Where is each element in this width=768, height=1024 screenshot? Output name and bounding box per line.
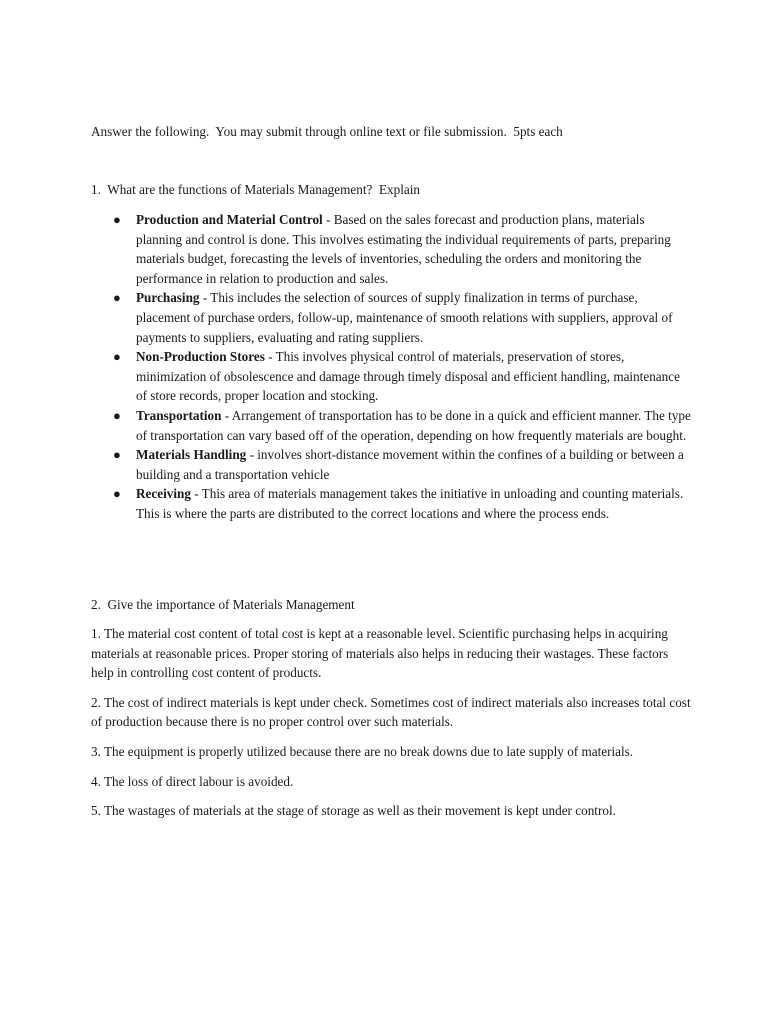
function-description: - Arrangement of transportation has to be done in a quick and efficient manner. The type of transportation can vary based off of the operation, depending on how frequently materials are bought. (136, 407, 691, 443)
function-term: Receiving (136, 486, 191, 502)
bullet-icon: ● (113, 486, 121, 502)
importance-paragraph: 4. The loss of direct labour is avoided. (91, 773, 294, 789)
question-1-heading: 1. What are the functions of Materials Management? Explain (91, 182, 420, 197)
function-term: Materials Handling (136, 447, 247, 463)
bullet-icon: ● (113, 212, 121, 227)
list-item (91, 210, 691, 288)
list-item (91, 484, 691, 523)
bullet-icon: ● (113, 407, 121, 423)
list-item (91, 347, 691, 406)
list-item (91, 288, 691, 347)
importance-paragraph: 5. The wastages of materials at the stage of storage as well as their movement is kept under control. (91, 803, 616, 819)
function-description: - This area of materials management takes the initiative in unloading and counting materials. This is where the parts are distributed to the correct locations and where the process ends. (136, 486, 684, 521)
instructions-text: Answer the following. You may submit through online text or file submission. 5pts each (91, 124, 563, 139)
bullet-icon: ● (113, 447, 121, 463)
bullet-icon: ● (113, 349, 121, 365)
list-item (91, 406, 691, 445)
functions-list (91, 210, 691, 524)
importance-paragraph: 2. The cost of indirect materials is kept under check. Sometimes cost of indirect materials also increases total cost of production because there is no proper control over such materials. (91, 694, 691, 730)
importance-points (91, 624, 691, 831)
function-term: Purchasing (136, 290, 200, 306)
importance-paragraph: 1. The material cost content of total cost is kept at a reasonable level. Scientific purchasing helps in acquiring materials at reasonable prices. Proper storing of materials also helps in reducing their wastages. These factors help in controlling cost content of products. (91, 626, 669, 681)
importance-paragraph: 3. The equipment is properly utilized because there are no break downs due to late supply of materials. (91, 743, 634, 759)
function-term: Transportation (136, 407, 222, 423)
function-description: - This includes the selection of sources of supply finalization in terms of purchase, placement of purchase orders, follow-up, maintenance of smooth relations with suppliers, approval of payments to suppliers, evaluating and rating suppliers. (136, 290, 673, 345)
function-description: - involves short-distance movement within the confines of a building or between a building and a transportation vehicle (136, 447, 684, 482)
function-term: Production and Material Control (136, 212, 323, 227)
function-description: - This involves physical control of materials, preservation of stores, minimization of obsolescence and damage through timely disposal and efficient handling, maintenance of store records, proper location and stocking. (136, 349, 680, 404)
bullet-icon: ● (113, 290, 121, 306)
function-description: - Based on the sales forecast and production plans, materials planning and control is done. This involves estimating the individual requirements of parts, preparing materials budget, forecasting the levels of inventories, scheduling the orders and monitoring the performance in relation to production and sales. (136, 212, 671, 286)
list-item (91, 445, 691, 484)
question-2-heading: 2. Give the importance of Materials Management (91, 597, 355, 612)
function-term: Non-Production Stores (136, 349, 265, 365)
